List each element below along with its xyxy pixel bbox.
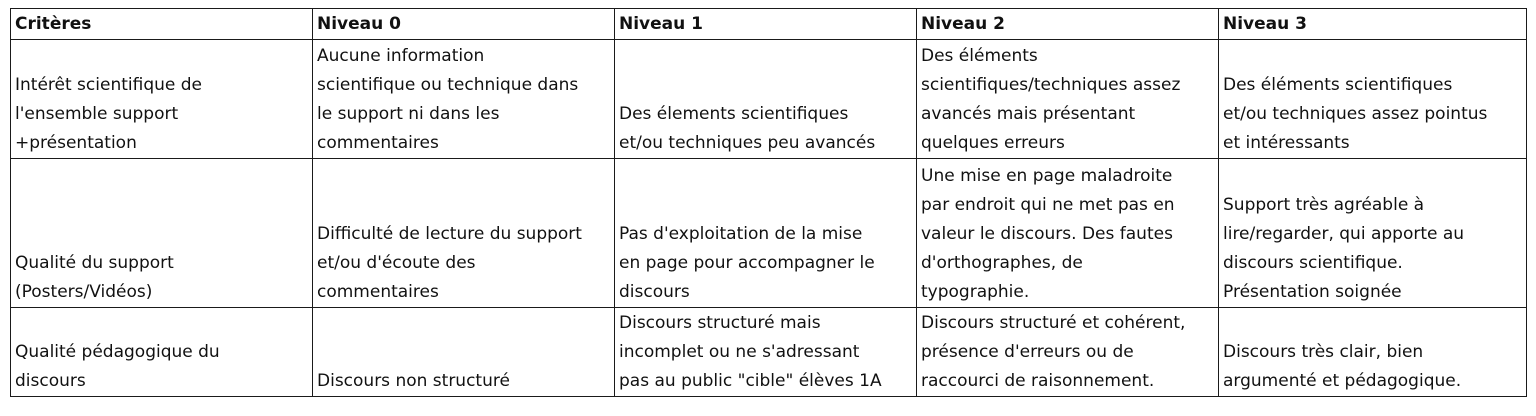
evaluation-rubric-table: [10, 8, 1527, 397]
criterion-cell: [11, 308, 313, 397]
level-2-text: Des éléments scientifiques/techniques assez avancés mais présentant quelques erreurs: [921, 46, 1181, 153]
header-niveau-1: Niveau 1: [615, 9, 917, 40]
level-0-cell: [313, 40, 615, 159]
level-2-cell: [917, 308, 1219, 397]
level-0-text: Discours non structuré: [317, 371, 510, 391]
level-1-cell: [615, 40, 917, 159]
level-3-cell: [1219, 159, 1527, 308]
level-2-cell: [917, 40, 1219, 159]
level-0-cell: [313, 159, 615, 308]
table-row: [11, 40, 1527, 159]
criterion-text: Intérêt scientifique de l'ensemble support +présentation: [15, 75, 202, 153]
header-niveau-3: Niveau 3: [1219, 9, 1527, 40]
level-1-text: Des élements scientifiques et/ou techniques peu avancés: [619, 104, 876, 153]
criterion-text: Qualité du support (Posters/Vidéos): [15, 253, 174, 302]
level-2-text: Une mise en page maladroite par endroit qui ne met pas en valeur le discours. Des fautes d'orthographes, de typographie.: [921, 166, 1175, 302]
level-2-text: Discours structuré et cohérent, présence d'erreurs ou de raccourci de raisonnement.: [921, 313, 1186, 391]
level-1-text: Discours structuré mais incomplet ou ne s'adressant pas au public "cible" élèves 1A: [619, 313, 882, 391]
level-3-text: Des éléments scientifiques et/ou techniques assez pointus et intéressants: [1223, 75, 1488, 153]
level-1-cell: [615, 308, 917, 397]
criterion-cell: [11, 159, 313, 308]
header-criteres: Critères: [11, 9, 313, 40]
criterion-cell: [11, 40, 313, 159]
level-1-text: Pas d'exploitation de la mise en page pour accompagner le discours: [619, 224, 875, 302]
level-3-cell: [1219, 308, 1527, 397]
level-0-cell: [313, 308, 615, 397]
table-row: [11, 308, 1527, 397]
level-2-cell: [917, 159, 1219, 308]
level-3-cell: [1219, 40, 1527, 159]
level-0-text: Aucune information scientifique ou technique dans le support ni dans les commentaires: [317, 46, 579, 153]
header-niveau-0: Niveau 0: [313, 9, 615, 40]
header-niveau-2: Niveau 2: [917, 9, 1219, 40]
level-0-text: Difficulté de lecture du support et/ou d'écoute des commentaires: [317, 224, 582, 302]
criterion-text: Qualité pédagogique du discours: [15, 342, 220, 391]
header-row: [11, 9, 1527, 40]
level-3-text: Discours très clair, bien argumenté et pédagogique.: [1223, 342, 1462, 391]
level-3-text: Support très agréable à lire/regarder, qui apporte au discours scientifique. Présentation soignée: [1223, 195, 1465, 302]
level-1-cell: [615, 159, 917, 308]
table-row: [11, 159, 1527, 308]
